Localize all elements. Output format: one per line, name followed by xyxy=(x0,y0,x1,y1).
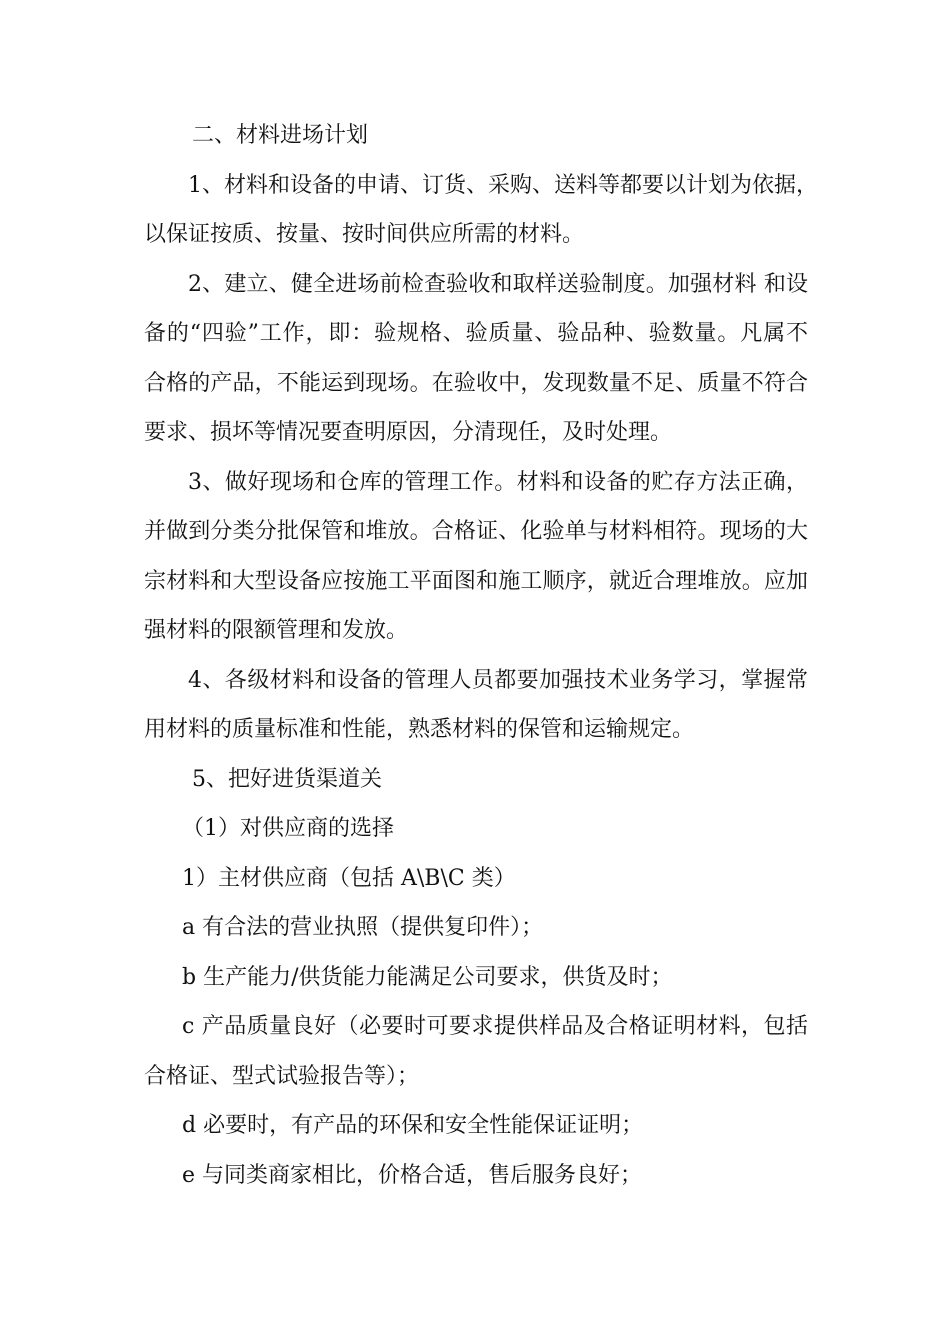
criterion-a: a 有合法的营业执照（提供复印件）； xyxy=(182,915,544,940)
paragraph-line: 宗材料和大型设备应按施工平面图和施工顺序，就近合理堆放。应加 xyxy=(144,568,808,594)
criterion-c xyxy=(144,1002,808,1101)
paragraph-line: 以保证按质、按量、按时间供应所需的材料。 xyxy=(144,222,585,247)
paragraph-line: 用材料的质量标准和性能，熟悉材料的保管和运输规定。 xyxy=(144,717,695,742)
paragraph-line: 1、材料和设备的申请、订货、采购、送料等都要以计划为依据， xyxy=(188,172,818,198)
paragraph-line: 备的“四验”工作，即：验规格、验质量、验品种、验数量。凡属不 xyxy=(144,321,808,346)
paragraph-item-4 xyxy=(144,656,808,755)
criterion-c-line: 合格证、型式试验报告等）； xyxy=(144,1063,420,1089)
paragraph-line: 2、建立、健全进场前检查验收和取样送验制度。加强材料 和设 xyxy=(188,271,808,297)
paragraph-line: 4、各级材料和设备的管理人员都要加强技术业务学习，掌握常 xyxy=(188,667,808,693)
main-material-supplier-heading: 1）主材供应商（包括 A\B\C 类） xyxy=(182,865,516,891)
paragraph-line: 合格的产品，不能运到现场。在验收中，发现数量不足、质量不符合 xyxy=(144,370,808,396)
criterion-e: e 与同类商家相比，价格合适，售后服务良好； xyxy=(182,1162,643,1188)
paragraph-line: 3、做好现场和仓库的管理工作。材料和设备的贮存方法正确， xyxy=(188,469,808,495)
paragraph-line: 强材料的限额管理和发放。 xyxy=(144,618,409,643)
document-body xyxy=(144,111,818,1200)
criterion-b: b 生产能力/供货能力能满足公司要求，供货及时； xyxy=(182,964,673,990)
criterion-c-line: c 产品质量良好（必要时可要求提供样品及合格证明材料，包括 xyxy=(182,1014,808,1039)
item-5-heading: 5、把好进货渠道关 xyxy=(192,766,382,792)
criterion-d: d 必要时，有产品的环保和安全性能保证证明； xyxy=(182,1113,644,1138)
paragraph-line: 要求、损坏等情况要查明原因，分清现任，及时处理。 xyxy=(144,420,673,445)
paragraph-item-2 xyxy=(144,260,808,458)
paragraph-line: 并做到分类分批保管和堆放。合格证、化验单与材料相符。现场的大 xyxy=(144,519,808,544)
supplier-selection-heading: （1）对供应商的选择 xyxy=(182,816,394,841)
section-title: 二、材料进场计划 xyxy=(192,123,369,148)
paragraph-item-1 xyxy=(144,161,818,260)
paragraph-item-3 xyxy=(144,458,808,656)
